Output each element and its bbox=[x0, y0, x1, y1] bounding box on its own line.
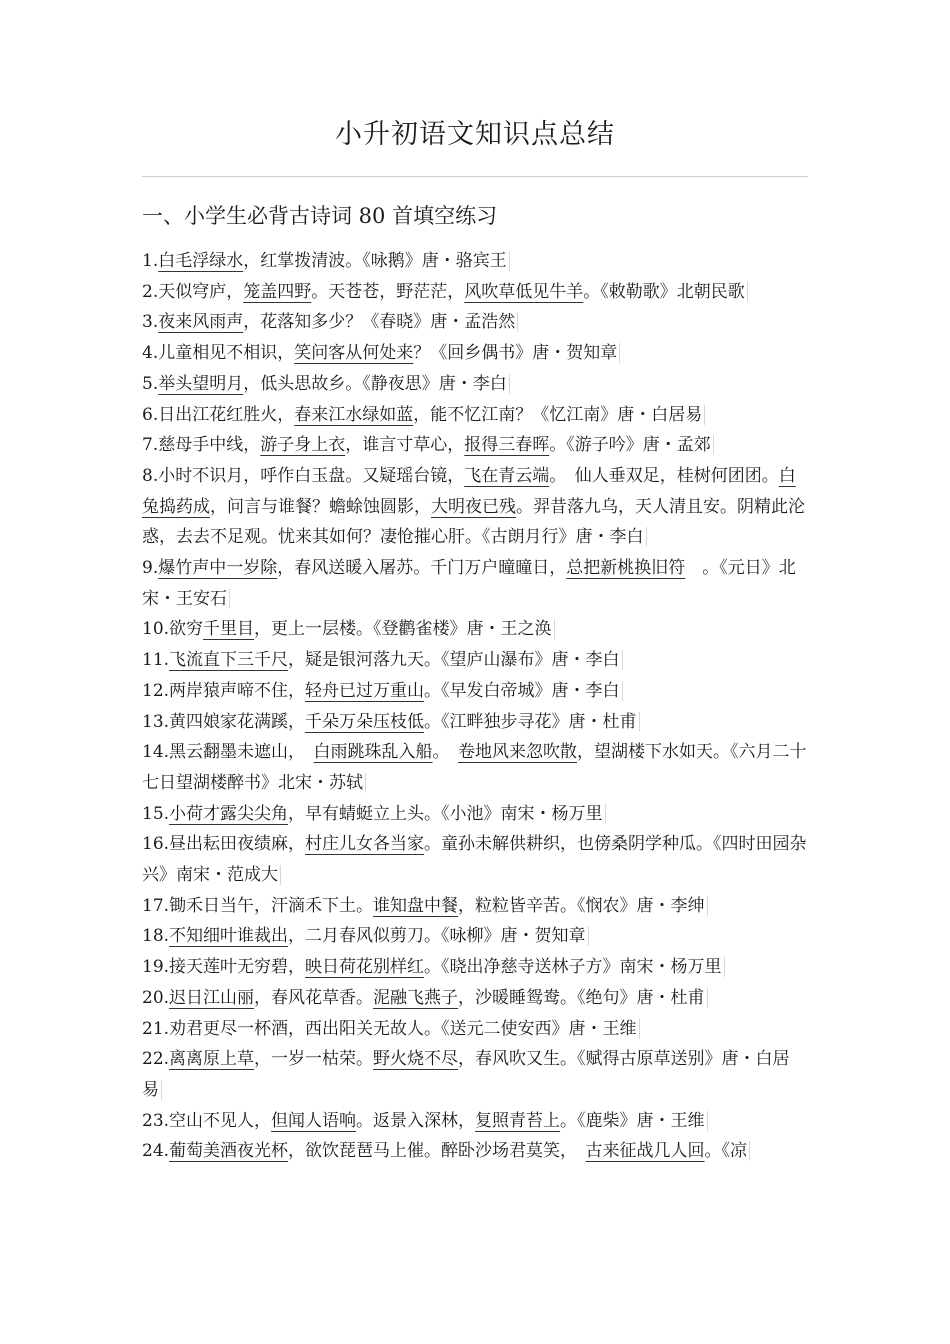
poem-text: 。童孙未解供耕织，也傍桑阴学种瓜。《四时田园杂兴》南宋・范成大 bbox=[142, 834, 807, 886]
poem-text: ，春风送暖入屠苏。千门万户曈曈日， bbox=[277, 558, 567, 579]
poem-entry bbox=[142, 246, 808, 277]
title-divider bbox=[142, 176, 808, 177]
poem-entry bbox=[142, 400, 808, 431]
poem-text: ，春风吹又生。《赋得古原草送别》唐・白居易 bbox=[142, 1049, 790, 1100]
answer-blank: 报得三春晖 bbox=[464, 435, 550, 456]
poem-list bbox=[142, 246, 808, 1167]
answer-blank: 夜来风雨声 bbox=[158, 312, 244, 333]
poem-text: 16.昼出耘田夜绩麻， bbox=[142, 834, 306, 855]
poem-entry bbox=[142, 461, 808, 553]
poem-text: 24. bbox=[142, 1141, 170, 1162]
poem-entry bbox=[142, 921, 808, 952]
answer-blank: 举头望明月 bbox=[158, 373, 244, 394]
poem-text: 。《元日》北宋・王安石 bbox=[142, 558, 796, 609]
poem-entry-text bbox=[142, 957, 725, 977]
poem-text: 11. bbox=[142, 650, 170, 671]
answer-blank: 卷地风来忽吹散 bbox=[458, 742, 578, 763]
poem-text: 19.接天莲叶无穷碧， bbox=[142, 957, 306, 978]
poem-entry bbox=[142, 277, 808, 308]
answer-blank: 复照青苔上 bbox=[475, 1110, 561, 1131]
poem-entry bbox=[142, 707, 808, 738]
answer-blank: 不知细叶谁裁出 bbox=[169, 926, 289, 947]
answer-blank: 映日荷花别样红 bbox=[305, 957, 425, 978]
poem-text: 21.劝君更尽一杯酒，西出阳关无故人。《送元二使安西》唐・王维 bbox=[142, 1018, 637, 1039]
poem-entry-text bbox=[142, 1049, 790, 1100]
answer-blank: 总把新桃换旧符 bbox=[566, 558, 686, 579]
poem-entry-text bbox=[142, 712, 640, 732]
answer-blank: 笼盖四野 bbox=[243, 281, 312, 302]
poem-text: 。《江畔独步寻花》唐・杜甫 bbox=[424, 711, 637, 732]
poem-text: 。《晓出净慈寺送林子方》南宋・杨万里 bbox=[424, 957, 722, 978]
poem-text: 。《早发白帝城》唐・李白 bbox=[424, 680, 620, 701]
poem-text: 。 bbox=[432, 742, 459, 763]
poem-text: ，红掌拨清波。《咏鹅》唐・骆宾王 bbox=[243, 251, 507, 271]
poem-text: 6.日出江花红胜火， bbox=[142, 404, 295, 425]
poem-entry bbox=[142, 983, 808, 1014]
poem-text: 。《游子吟》唐・孟郊 bbox=[549, 435, 711, 456]
poem-text: 。羿昔落九乌，天人清且安。阴精此沦惑，去去不足观。忧来其如何？凄怆摧心肝。《古朗月行》唐・李白 bbox=[142, 496, 805, 548]
poem-entry-text bbox=[142, 435, 714, 455]
answer-blank: 但闻人语响 bbox=[271, 1110, 357, 1131]
poem-text: ，二月春风似剪刀。《咏柳》唐・贺知章 bbox=[288, 926, 586, 947]
poem-text: ，粒粒皆辛苦。《悯农》唐・李绅 bbox=[458, 895, 705, 916]
poem-entry-text bbox=[142, 1141, 750, 1161]
poem-entry bbox=[142, 891, 808, 922]
poem-text: ，早有蜻蜓立上头。《小池》南宋・杨万里 bbox=[288, 803, 603, 824]
poem-text: 7.慈母手中线， bbox=[142, 435, 261, 456]
answer-blank: 白雨跳珠乱入船 bbox=[313, 742, 433, 763]
poem-text: 20. bbox=[142, 987, 170, 1008]
poem-text: 1. bbox=[142, 251, 159, 271]
poem-entry-text bbox=[142, 804, 606, 824]
poem-entry-text bbox=[142, 251, 510, 271]
poem-text: 3. bbox=[142, 312, 159, 333]
poem-text: ，欲饮琵琶马上催。醉卧沙场君莫笑， bbox=[288, 1141, 586, 1162]
answer-blank: 千朵万朵压枝低 bbox=[305, 711, 425, 732]
poem-text: ，疑是银河落九天。《望庐山瀑布》唐・李白 bbox=[288, 650, 620, 671]
poem-entry-text bbox=[142, 466, 805, 547]
answer-blank: 白兔捣药成 bbox=[142, 465, 796, 517]
poem-entry bbox=[142, 1014, 808, 1045]
poem-entry-text bbox=[142, 834, 807, 885]
poem-entry bbox=[142, 676, 808, 707]
poem-entry-text bbox=[142, 374, 510, 394]
answer-blank: 大明夜已残 bbox=[431, 496, 516, 517]
answer-blank: 村庄儿女各当家 bbox=[305, 834, 425, 855]
poem-entry bbox=[142, 1106, 808, 1137]
poem-entry bbox=[142, 1136, 808, 1167]
poem-text: ，花落知多少？《春晓》唐・孟浩然 bbox=[243, 312, 516, 333]
poem-text: 23.空山不见人， bbox=[142, 1110, 272, 1131]
poem-text: 17.锄禾日当午，汗滴禾下土。 bbox=[142, 895, 374, 916]
poem-entry bbox=[142, 952, 808, 983]
poem-text: ，问言与谁餐？蟾蜍蚀圆影， bbox=[210, 496, 431, 517]
poem-entry-text bbox=[142, 558, 796, 609]
poem-entry bbox=[142, 553, 808, 614]
poem-text: ，谁言寸草心， bbox=[345, 435, 465, 456]
poem-text: 15. bbox=[142, 803, 170, 824]
poem-entry-text bbox=[142, 896, 708, 916]
poem-entry bbox=[142, 307, 808, 338]
poem-text: 2.天似穹庐， bbox=[142, 281, 244, 302]
poem-text: 8.小时不识月，呼作白玉盘。又疑瑶台镜， bbox=[142, 465, 465, 486]
answer-blank: 泥融飞燕子 bbox=[373, 987, 459, 1008]
answer-blank: 春来江水绿如蓝 bbox=[294, 404, 414, 425]
answer-blank: 野火烧不尽 bbox=[373, 1049, 459, 1070]
poem-text: 。 仙人垂双足，桂树何团团。 bbox=[549, 465, 779, 486]
poem-entry-text bbox=[142, 282, 748, 302]
poem-text: 。《凉 bbox=[704, 1141, 748, 1162]
poem-entry bbox=[142, 430, 808, 461]
poem-text: 10.欲穷 bbox=[142, 619, 204, 640]
poem-entry bbox=[142, 645, 808, 676]
answer-blank: 离离原上草 bbox=[169, 1049, 255, 1070]
answer-blank: 飞在青云端 bbox=[464, 465, 550, 486]
poem-entry bbox=[142, 369, 808, 400]
poem-text: ，一岁一枯荣。 bbox=[254, 1049, 374, 1070]
answer-blank: 迟日江山丽 bbox=[169, 987, 255, 1008]
answer-blank: 风吹草低见牛羊 bbox=[464, 281, 584, 302]
poem-text: 22. bbox=[142, 1049, 170, 1070]
answer-blank: 小荷才露尖尖角 bbox=[169, 803, 289, 824]
poem-entry bbox=[142, 799, 808, 830]
poem-text: 。《鹿柴》唐・王维 bbox=[560, 1110, 705, 1131]
poem-entry bbox=[142, 1044, 808, 1105]
answer-blank: 谁知盘中餐 bbox=[373, 895, 459, 916]
poem-text: 13.黄四娘家花满蹊， bbox=[142, 711, 306, 732]
poem-text: 9. bbox=[142, 558, 159, 579]
answer-blank: 爆竹声中一岁除 bbox=[158, 558, 278, 579]
poem-text: ？《回乡偶书》唐・贺知章 bbox=[413, 343, 618, 364]
poem-entry bbox=[142, 338, 808, 369]
poem-entry-text bbox=[142, 742, 807, 793]
poem-entry-text bbox=[142, 1111, 708, 1131]
answer-blank: 千里目 bbox=[203, 619, 255, 640]
poem-entry-text bbox=[142, 312, 518, 332]
answer-blank: 飞流直下三千尺 bbox=[169, 650, 289, 671]
page-title: 小升初语文知识点总结 bbox=[335, 119, 615, 150]
poem-text: 18. bbox=[142, 926, 170, 947]
poem-entry-text bbox=[142, 405, 705, 425]
poem-text: 4.儿童相见不相识， bbox=[142, 343, 295, 364]
poem-text: 12.两岸猿声啼不住， bbox=[142, 680, 306, 701]
poem-entry bbox=[142, 737, 808, 798]
answer-blank: 古来征战几人回 bbox=[585, 1141, 705, 1162]
poem-entry-text bbox=[142, 343, 620, 363]
poem-entry-text bbox=[142, 988, 708, 1008]
poem-entry-text bbox=[142, 926, 589, 946]
answer-blank: 笑问客从何处来 bbox=[294, 343, 414, 364]
poem-text: 。《敕勒歌》北朝民歌 bbox=[583, 281, 745, 302]
poem-text: ，春风花草香。 bbox=[254, 987, 374, 1008]
section-heading: 一、小学生必背古诗词 80 首填空练习 bbox=[142, 204, 498, 228]
poem-text: 。返景入深林， bbox=[356, 1110, 476, 1131]
answer-blank: 游子身上衣 bbox=[260, 435, 346, 456]
poem-text: ，低头思故乡。《静夜思》唐・李白 bbox=[243, 373, 507, 394]
poem-entry-text bbox=[142, 619, 555, 639]
poem-text: 。天苍苍，野茫茫， bbox=[311, 281, 465, 302]
poem-entry-text bbox=[142, 1019, 640, 1039]
poem-text: 5. bbox=[142, 373, 159, 394]
poem-text: ，更上一层楼。《登鹳雀楼》唐・王之涣 bbox=[254, 619, 552, 640]
poem-entry-text bbox=[142, 650, 623, 670]
poem-text: ，望湖楼下水如天。《六月二十七日望湖楼醉书》北宋・苏轼 bbox=[142, 742, 807, 793]
answer-blank: 葡萄美酒夜光杯 bbox=[169, 1141, 289, 1162]
poem-entry bbox=[142, 829, 808, 890]
poem-text: 14.黑云翻墨未遮山， bbox=[142, 742, 314, 763]
poem-entry-text bbox=[142, 681, 623, 701]
answer-blank: 轻舟已过万重山 bbox=[305, 680, 425, 701]
answer-blank: 白毛浮绿水 bbox=[158, 251, 244, 271]
poem-text: ，能不忆江南？《忆江南》唐・白居易 bbox=[413, 404, 703, 425]
poem-entry bbox=[142, 614, 808, 645]
poem-text: ，沙暖睡鸳鸯。《绝句》唐・杜甫 bbox=[458, 987, 705, 1008]
